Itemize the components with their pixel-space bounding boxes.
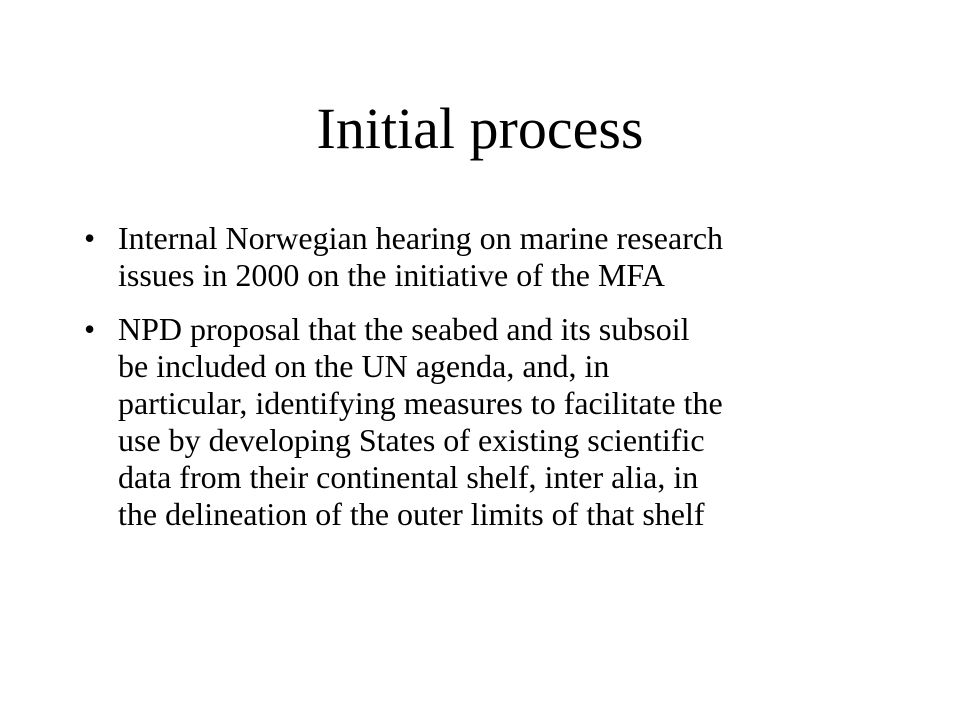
- bullet-point-icon: •: [84, 220, 96, 256]
- bullet-text-line: Internal Norwegian hearing on marine research: [118, 220, 724, 256]
- bullet-text-line: use by developing States of existing scientific: [118, 422, 705, 458]
- bullet-item: [80, 220, 880, 294]
- bullet-point-icon: •: [84, 311, 96, 347]
- bullet-text-line: particular, identifying measures to facilitate the: [118, 385, 723, 421]
- bullet-text-line: the delineation of the outer limits of that shelf: [118, 496, 705, 532]
- bullet-text-line: issues in 2000 on the initiative of the MFA: [118, 257, 665, 293]
- bullet-text-line: be included on the UN agenda, and, in: [118, 348, 610, 384]
- bullet-item: [80, 311, 880, 533]
- bullet-text-line: data from their continental shelf, inter alia, in: [118, 459, 699, 495]
- slide-title: Initial process: [316, 96, 644, 161]
- bullet-list: [80, 220, 880, 550]
- bullet-text-line: NPD proposal that the seabed and its subsoil: [118, 311, 690, 347]
